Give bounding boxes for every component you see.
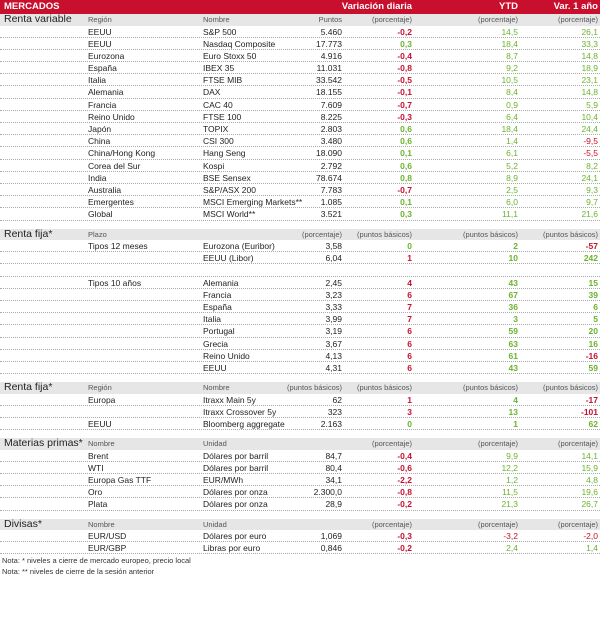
annual-cell: 5,9 <box>586 99 598 110</box>
region-cell: EEUU <box>88 26 112 37</box>
annual-cell: 5 <box>593 314 598 325</box>
nombre-cell: Francia <box>203 289 232 300</box>
table-row <box>0 184 600 196</box>
value-cell: 8.225 <box>320 111 342 122</box>
nombre-cell: EEUU <box>203 362 227 373</box>
annual-cell: 4,8 <box>586 475 598 485</box>
region-cell: Italia <box>88 75 106 86</box>
table-row <box>0 135 600 147</box>
value-cell: 323 <box>327 406 342 417</box>
col-header: Nombre <box>203 15 230 24</box>
nombre-cell: Kospi <box>203 160 225 171</box>
region-cell: Eurozona <box>88 50 125 61</box>
value-cell: 3,67 <box>325 338 342 349</box>
ytd-cell: 10,5 <box>501 75 518 86</box>
col-header: Nombre <box>203 383 230 393</box>
annual-cell: 14,1 <box>581 450 598 461</box>
table-row <box>0 123 600 135</box>
daily-change-cell: -0,8 <box>397 63 412 74</box>
daily-change-cell: 0,3 <box>400 38 412 49</box>
daily-change-cell: -0,8 <box>397 487 412 498</box>
row-divider <box>0 553 600 554</box>
ytd-cell: 9,9 <box>506 450 518 461</box>
col-header: (puntos básicos) <box>542 229 598 239</box>
value-cell: 2.792 <box>320 160 342 171</box>
value-cell: 17.773 <box>316 38 342 49</box>
nombre-cell: Itraxx Main 5y <box>203 394 256 405</box>
value-cell: 11.031 <box>316 63 342 74</box>
col-header: Nombre <box>88 439 115 449</box>
table-row <box>0 313 600 325</box>
commodities-header-row <box>0 438 600 450</box>
daily-change-cell: 0 <box>407 418 412 429</box>
footnote: Nota: * niveles a cierre de mercado europeo, precio local <box>2 556 191 566</box>
region-cell: Global <box>88 209 113 220</box>
credit-section-title: Renta fija* <box>4 381 53 394</box>
table-row <box>0 208 600 220</box>
table-row <box>0 99 600 111</box>
table-row <box>0 418 600 430</box>
annual-cell: -5,5 <box>583 148 598 159</box>
col-header: (porcentaje) <box>371 439 412 449</box>
col-annual-title: Var. 1 año <box>553 1 598 12</box>
nombre-cell: Reino Unido <box>203 350 250 361</box>
ytd-cell: 0,9 <box>506 99 518 110</box>
value-cell: 2,45 <box>325 277 342 288</box>
currencies-header-row <box>0 519 600 531</box>
value-cell: 78.674 <box>316 172 342 183</box>
daily-change-cell: 0,6 <box>400 136 412 147</box>
ytd-cell: 59 <box>508 326 518 337</box>
daily-change-cell: 0 <box>407 241 412 251</box>
value-cell: 3,19 <box>325 326 342 337</box>
equities-header-row <box>0 14 600 26</box>
ytd-cell: 43 <box>508 362 518 373</box>
region-cell: Reino Unido <box>88 111 135 122</box>
region-cell: Francia <box>88 99 117 110</box>
value-cell: 2.803 <box>320 124 342 134</box>
col-header: (porcentaje) <box>477 519 518 529</box>
nombre-cell: MSCI World** <box>203 209 256 220</box>
nombre-cell: EUR/USD <box>88 531 127 542</box>
table-row <box>0 147 600 159</box>
annual-cell: 18,9 <box>581 63 598 74</box>
daily-change-cell: -0,7 <box>397 184 412 195</box>
table-row <box>0 394 600 406</box>
ytd-cell: 6,1 <box>506 148 518 159</box>
nombre-cell: FTSE MIB <box>203 75 243 86</box>
value-cell: 4,13 <box>325 350 342 361</box>
daily-change-cell: 0,6 <box>400 160 412 171</box>
daily-change-cell: -0,6 <box>397 462 412 473</box>
footnotes <box>0 556 600 577</box>
nombre-cell: Bloomberg aggregate <box>203 418 285 429</box>
nombre-cell: BSE Sensex <box>203 172 251 183</box>
markets-header-bar <box>0 0 600 14</box>
region-cell: China/Hong Kong <box>88 148 156 159</box>
region-cell: Corea del Sur <box>88 160 141 171</box>
daily-change-cell: 1 <box>407 253 412 264</box>
region-cell: EEUU <box>88 38 112 49</box>
region-cell: Japón <box>88 124 112 134</box>
ytd-cell: 21,3 <box>501 499 518 510</box>
annual-cell: 33,3 <box>581 38 598 49</box>
annual-cell: 19,6 <box>581 487 598 498</box>
table-row <box>0 486 600 498</box>
value-cell: 3.480 <box>320 136 342 147</box>
table-row <box>0 406 600 418</box>
daily-change-cell: -0,1 <box>397 87 412 98</box>
plazo-cell: Tipos 10 años <box>88 277 142 288</box>
value-cell: 3,58 <box>325 241 342 251</box>
ytd-cell: 1,4 <box>506 136 518 147</box>
col-header: Región <box>88 383 112 393</box>
col-header: (puntos básicos) <box>286 383 342 393</box>
annual-cell: -9,5 <box>583 136 598 147</box>
ytd-cell: 67 <box>508 289 518 300</box>
table-row <box>0 38 600 50</box>
ytd-cell: 3 <box>513 314 518 325</box>
col-header: (puntos básicos) <box>462 229 518 239</box>
value-cell: 3,33 <box>325 301 342 312</box>
region-cell: India <box>88 172 107 183</box>
col-header: (puntos básicos) <box>462 383 518 393</box>
annual-cell: 8,2 <box>586 160 598 171</box>
region-cell: Australia <box>88 184 122 195</box>
nombre-cell: WTI <box>88 462 104 473</box>
value-cell: 34,1 <box>325 475 342 485</box>
col-header: Plazo <box>88 229 107 239</box>
table-row <box>0 350 600 362</box>
daily-change-cell: 6 <box>407 289 412 300</box>
ytd-cell: 11,1 <box>502 209 518 220</box>
daily-change-cell: -0,2 <box>397 499 412 510</box>
annual-cell: 9,7 <box>586 197 598 208</box>
table-row <box>0 301 600 313</box>
annual-cell: 26,7 <box>581 499 598 510</box>
value-cell: 7.783 <box>320 184 342 195</box>
currencies-section-title: Divisas* <box>4 517 42 530</box>
daily-change-cell: -0,3 <box>397 531 412 542</box>
footnote: Nota: ** niveles de cierre de la sesión anterior <box>2 566 155 576</box>
annual-cell: 242 <box>583 253 598 264</box>
annual-cell: 15 <box>588 277 598 288</box>
value-cell: 2.163 <box>320 418 342 429</box>
row-divider <box>0 429 600 430</box>
annual-cell: 62 <box>588 418 598 429</box>
table-row <box>0 277 600 289</box>
col-header: Puntos <box>318 15 342 24</box>
unidad-cell: Dólares por euro <box>203 531 267 542</box>
col-header: (puntos básicos) <box>356 383 412 393</box>
table-row <box>0 160 600 172</box>
col-header: (porcentaje) <box>477 15 518 24</box>
ytd-cell: 14,5 <box>501 26 518 37</box>
row-divider <box>0 373 600 374</box>
daily-change-cell: 0,1 <box>400 197 412 208</box>
annual-cell: -2,0 <box>583 531 598 542</box>
value-cell: 62 <box>332 394 342 405</box>
col-header: (porcentaje) <box>557 15 598 24</box>
table-row <box>0 530 600 542</box>
nombre-cell: CSI 300 <box>203 136 234 147</box>
value-cell: 4,31 <box>325 362 342 373</box>
unidad-cell: EUR/MWh <box>203 475 244 485</box>
daily-change-cell: 0,3 <box>400 209 412 220</box>
table-row <box>0 252 600 264</box>
daily-change-cell: -0,2 <box>397 26 412 37</box>
region-cell: Emergentes <box>88 197 134 208</box>
col-header: (porcentaje) <box>301 229 342 239</box>
fixed-income-section-title: Renta fija* <box>4 227 53 240</box>
ytd-cell: 13 <box>508 406 518 417</box>
nombre-cell: Plata <box>88 499 108 510</box>
daily-change-cell: 7 <box>407 314 412 325</box>
fixed-income-header-row <box>0 229 600 241</box>
annual-cell: -17 <box>585 394 598 405</box>
col-header: (porcentaje) <box>477 439 518 449</box>
annual-cell: 6 <box>593 301 598 312</box>
table-row <box>0 62 600 74</box>
nombre-cell: CAC 40 <box>203 99 233 110</box>
annual-cell: 21,6 <box>581 209 598 220</box>
col-daily-change-title: Variación diaria <box>341 1 412 12</box>
nombre-cell: S&P/ASX 200 <box>203 184 256 195</box>
annual-cell: 24,4 <box>581 124 598 134</box>
unidad-cell: Dólares por barril <box>203 450 269 461</box>
ytd-cell: 8,7 <box>506 50 518 61</box>
table-row <box>0 172 600 184</box>
daily-change-cell: -2,2 <box>397 475 412 485</box>
col-header: Unidad <box>203 519 227 529</box>
nombre-cell: España <box>203 301 232 312</box>
annual-cell: 20 <box>588 326 598 337</box>
ytd-cell: 36 <box>508 301 518 312</box>
ytd-cell: 18,4 <box>501 38 518 49</box>
daily-change-cell: 6 <box>407 338 412 349</box>
value-cell: 1,069 <box>320 531 342 542</box>
annual-cell: 59 <box>588 362 598 373</box>
row-divider <box>0 510 600 511</box>
annual-cell: 24,1 <box>581 172 598 183</box>
ytd-cell: 6,0 <box>506 197 518 208</box>
ytd-cell: 43 <box>508 277 518 288</box>
annual-cell: 23,1 <box>581 75 598 86</box>
ytd-cell: 8,4 <box>506 87 518 98</box>
credit-header-row <box>0 382 600 394</box>
ytd-cell: 18,4 <box>501 124 518 134</box>
annual-cell: 15,9 <box>581 462 598 473</box>
col-header: Región <box>88 15 112 24</box>
table-row <box>0 289 600 301</box>
daily-change-cell: 6 <box>407 362 412 373</box>
annual-cell: 9,3 <box>586 184 598 195</box>
table-row <box>0 338 600 350</box>
nombre-cell: FTSE 100 <box>203 111 242 122</box>
daily-change-cell: 3 <box>407 406 412 417</box>
table-row <box>0 86 600 98</box>
table-row <box>0 50 600 62</box>
annual-cell: 16 <box>588 338 598 349</box>
table-row <box>0 111 600 123</box>
annual-cell: 26,1 <box>581 26 598 37</box>
region-cell: Alemania <box>88 87 124 98</box>
fixed-income-rates-section <box>0 229 600 375</box>
nombre-cell: Eurozona (Euribor) <box>203 241 275 251</box>
ytd-cell: 6,4 <box>506 111 518 122</box>
value-cell: 6,04 <box>325 253 342 264</box>
ytd-cell: 10 <box>508 253 518 264</box>
nombre-cell: Oro <box>88 487 103 498</box>
nombre-cell: IBEX 35 <box>203 63 235 74</box>
unidad-cell: Dólares por onza <box>203 499 268 510</box>
annual-cell: -101 <box>580 406 598 417</box>
nombre-cell: Nasdaq Composite <box>203 38 276 49</box>
daily-change-cell: 1 <box>407 394 412 405</box>
daily-change-cell: -0,4 <box>397 450 412 461</box>
value-cell: 18.155 <box>316 87 342 98</box>
nombre-cell: Hang Seng <box>203 148 246 159</box>
value-cell: 84,7 <box>325 450 342 461</box>
col-header: Nombre <box>88 519 115 529</box>
plazo-cell: Tipos 12 meses <box>88 241 148 251</box>
table-row <box>0 74 600 86</box>
currencies-section <box>0 519 600 555</box>
col-header: (puntos básicos) <box>542 383 598 393</box>
ytd-cell: 4 <box>513 394 518 405</box>
table-row <box>0 264 600 276</box>
ytd-cell: 63 <box>508 338 518 349</box>
ytd-cell: 12,2 <box>501 462 518 473</box>
col-header: (porcentaje) <box>371 15 412 24</box>
ytd-cell: 1,2 <box>506 475 518 485</box>
nombre-cell: Europa Gas TTF <box>88 475 152 485</box>
value-cell: 28,9 <box>325 499 342 510</box>
value-cell: 33.542 <box>316 75 342 86</box>
table-row <box>0 462 600 474</box>
value-cell: 2.300,0 <box>313 487 342 498</box>
table-row <box>0 450 600 462</box>
unidad-cell: Libras por euro <box>203 543 261 554</box>
daily-change-cell: 0,8 <box>400 172 412 183</box>
daily-change-cell: -0,3 <box>397 111 412 122</box>
region-cell: España <box>88 63 117 74</box>
col-header: (puntos básicos) <box>356 229 412 239</box>
daily-change-cell: 0,1 <box>400 148 412 159</box>
value-cell: 4.916 <box>320 50 342 61</box>
ytd-cell: 61 <box>508 350 518 361</box>
region-cell: Europa <box>88 394 116 405</box>
col-header: Unidad <box>203 439 227 449</box>
col-header: (porcentaje) <box>557 519 598 529</box>
value-cell: 3,99 <box>325 314 342 325</box>
region-cell: EEUU <box>88 418 112 429</box>
nombre-cell: Portugal <box>203 326 235 337</box>
ytd-cell: -3,2 <box>503 531 518 542</box>
daily-change-cell: -0,2 <box>397 543 412 554</box>
annual-cell: -16 <box>585 350 598 361</box>
annual-cell: 1,4 <box>586 543 598 554</box>
ytd-cell: 2,5 <box>506 184 518 195</box>
ytd-cell: 1 <box>513 418 518 429</box>
nombre-cell: Italia <box>203 314 221 325</box>
col-header: (porcentaje) <box>557 439 598 449</box>
nombre-cell: DAX <box>203 87 221 98</box>
fixed-income-credit-section <box>0 382 600 430</box>
annual-cell: -57 <box>585 241 598 251</box>
table-row <box>0 498 600 510</box>
nombre-cell: Alemania <box>203 277 239 288</box>
ytd-cell: 2,4 <box>506 543 518 554</box>
annual-cell: 14,8 <box>581 50 598 61</box>
ytd-cell: 9,2 <box>506 63 518 74</box>
table-row <box>0 362 600 374</box>
region-cell: China <box>88 136 111 147</box>
table-row <box>0 325 600 337</box>
value-cell: 80,4 <box>325 462 342 473</box>
nombre-cell: EEUU (Libor) <box>203 253 254 264</box>
annual-cell: 39 <box>588 289 598 300</box>
markets-title: MERCADOS <box>4 1 60 12</box>
ytd-cell: 2 <box>513 241 518 251</box>
ytd-cell: 11,5 <box>502 487 518 498</box>
table-row <box>0 196 600 208</box>
annual-cell: 10,4 <box>581 111 598 122</box>
value-cell: 18.090 <box>316 148 342 159</box>
nombre-cell: S&P 500 <box>203 26 237 37</box>
ytd-cell: 8,9 <box>506 172 518 183</box>
value-cell: 3.521 <box>320 209 342 220</box>
unidad-cell: Dólares por onza <box>203 487 268 498</box>
commodities-section-title: Materias primas* <box>4 437 83 450</box>
daily-change-cell: 0,6 <box>400 124 412 134</box>
commodities-section <box>0 438 600 510</box>
value-cell: 0,846 <box>320 543 342 554</box>
table-row <box>0 26 600 38</box>
nombre-cell: Itraxx Crossover 5y <box>203 406 277 417</box>
annual-cell: 14,8 <box>581 87 598 98</box>
daily-change-cell: -0,4 <box>397 50 412 61</box>
unidad-cell: Dólares por barril <box>203 462 269 473</box>
value-cell: 7.609 <box>320 99 342 110</box>
daily-change-cell: -0,7 <box>397 99 412 110</box>
nombre-cell: EUR/GBP <box>88 543 127 554</box>
col-header: (porcentaje) <box>371 519 412 529</box>
equities-section <box>0 14 600 221</box>
daily-change-cell: 4 <box>407 277 412 288</box>
daily-change-cell: -0,5 <box>397 75 412 86</box>
nombre-cell: Grecia <box>203 338 229 349</box>
table-row <box>0 240 600 252</box>
value-cell: 5.460 <box>320 26 342 37</box>
nombre-cell: MSCI Emerging Markets** <box>203 197 303 208</box>
table-row <box>0 542 600 554</box>
daily-change-cell: 7 <box>407 301 412 312</box>
nombre-cell: Euro Stoxx 50 <box>203 50 257 61</box>
nombre-cell: TOPIX <box>203 124 229 134</box>
value-cell: 1.085 <box>320 197 342 208</box>
nombre-cell: Brent <box>88 450 109 461</box>
equities-section-title: Renta variable <box>4 13 72 25</box>
table-row <box>0 474 600 486</box>
col-ytd-title: YTD <box>499 1 518 12</box>
value-cell: 3,23 <box>325 289 342 300</box>
daily-change-cell: 6 <box>407 350 412 361</box>
daily-change-cell: 6 <box>407 326 412 337</box>
ytd-cell: 5,2 <box>506 160 518 171</box>
row-divider <box>0 220 600 221</box>
